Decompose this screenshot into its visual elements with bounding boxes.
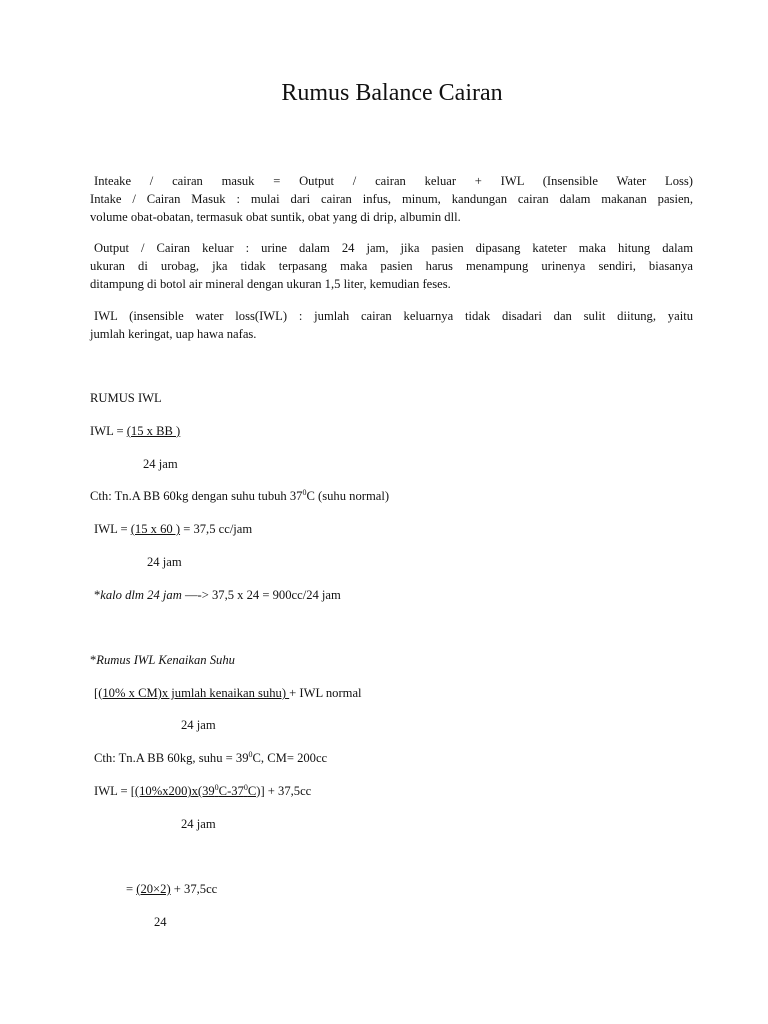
iwl-example-text: Cth: Tn.A BB 60kg dengan suhu tubuh 37 [90, 489, 303, 503]
kenaikan-calc-num-c: C)] [247, 784, 265, 798]
kenaikan-calc-numerator [131, 784, 265, 798]
kenaikan-step-rhs: + 37,5cc [170, 882, 218, 896]
kenaikan-calc-degree-2: 0 [243, 783, 248, 792]
iwl-daily-total [94, 586, 341, 604]
iwl-daily-star: * [94, 588, 101, 602]
kenaikan-calc-num-a: [(10%x200)x(39 [130, 784, 215, 798]
kenaikan-step-denominator: 24 [154, 915, 167, 929]
kenaikan-formula-denominator: 24 jam [181, 718, 216, 732]
kenaikan-example-b: C, CM= 200cc [252, 751, 328, 765]
iwl-line-1: IWL (insensible water loss(IWL) : jumlah cairan keluarnya tidak disadari dan sulit diitung, yaitu [94, 309, 693, 323]
output-line-2: ukuran di urobag, jka tidak terpasang maka pasien harus menampung urinenya sendiri, biasanya [90, 259, 693, 273]
kenaikan-calc-num-b: C-37 [218, 784, 244, 798]
kenaikan-formula-numerator: [(10% x CM)x jumlah kenaikan suhu) [94, 686, 290, 700]
iwl-line-2: jumlah keringat, uap hawa nafas. [90, 327, 257, 341]
intro-line-1: Inteake / cairan masuk = Output / cairan keluar + IWL (Insensible Water Loss) [94, 174, 693, 188]
iwl-example-degree: 0 [302, 488, 307, 497]
kenaikan-heading-star: * [90, 653, 97, 667]
kenaikan-example [94, 749, 327, 767]
kenaikan-suhu-heading [90, 651, 235, 669]
output-line-1: Output / Cairan keluar : urine dalam 24 jam, jika pasien dipasang kateter maka hitung dalam [94, 241, 693, 255]
iwl-example [90, 487, 389, 505]
iwl-calc-denominator: 24 jam [147, 555, 182, 569]
iwl-calc-numerator: (15 x 60 ) [130, 522, 181, 536]
rumus-iwl-heading: RUMUS IWL [90, 391, 162, 405]
kenaikan-example-degree: 0 [248, 750, 253, 759]
iwl-calculation [94, 520, 252, 538]
intro-line-3: volume obat-obatan, termasuk obat suntik, obat yang di drip, albumin dll. [90, 210, 461, 224]
kenaikan-calc-rhs: + 37,5cc [264, 784, 312, 798]
iwl-daily-result: —-> 37,5 x 24 = 900cc/24 jam [181, 588, 341, 602]
kenaikan-calc-lhs: IWL = [94, 784, 131, 798]
output-paragraph [90, 239, 693, 293]
kenaikan-formula-rhs: + IWL normal [289, 686, 362, 700]
iwl-example-unit: C (suhu normal) [306, 489, 390, 503]
iwl-calc-lhs: IWL = [94, 522, 131, 536]
iwl-paragraph [90, 307, 693, 343]
kenaikan-calc-degree-1: 0 [214, 783, 219, 792]
kenaikan-example-a: Cth: Tn.A BB 60kg, suhu = 39 [94, 751, 249, 765]
iwl-formula-numerator: (15 x BB ) [126, 424, 181, 438]
output-line-3: ditampung di botol air mineral dengan ukuran 1,5 liter, kemudian feses. [90, 277, 451, 291]
iwl-formula-denominator: 24 jam [143, 457, 178, 471]
kenaikan-step [126, 880, 217, 898]
kenaikan-calc-denominator: 24 jam [181, 817, 216, 831]
page-title: Rumus Balance Cairan [281, 80, 503, 106]
kenaikan-formula [94, 684, 362, 702]
kenaikan-heading-text: Rumus IWL Kenaikan Suhu [96, 653, 235, 667]
intro-line-2: Intake / Cairan Masuk : mulai dari cairan infus, minum, kandungan cairan dalam makanan pasien, [90, 192, 693, 206]
intro-paragraph [90, 172, 693, 226]
kenaikan-calculation [94, 782, 311, 800]
iwl-formula-lhs: IWL = [90, 424, 127, 438]
iwl-calc-result: = 37,5 cc/jam [180, 522, 253, 536]
iwl-formula [90, 422, 180, 440]
kenaikan-step-numerator: (20×2) [136, 882, 171, 896]
iwl-daily-label: kalo dlm 24 jam [100, 588, 182, 602]
kenaikan-step-lhs: = [126, 882, 137, 896]
